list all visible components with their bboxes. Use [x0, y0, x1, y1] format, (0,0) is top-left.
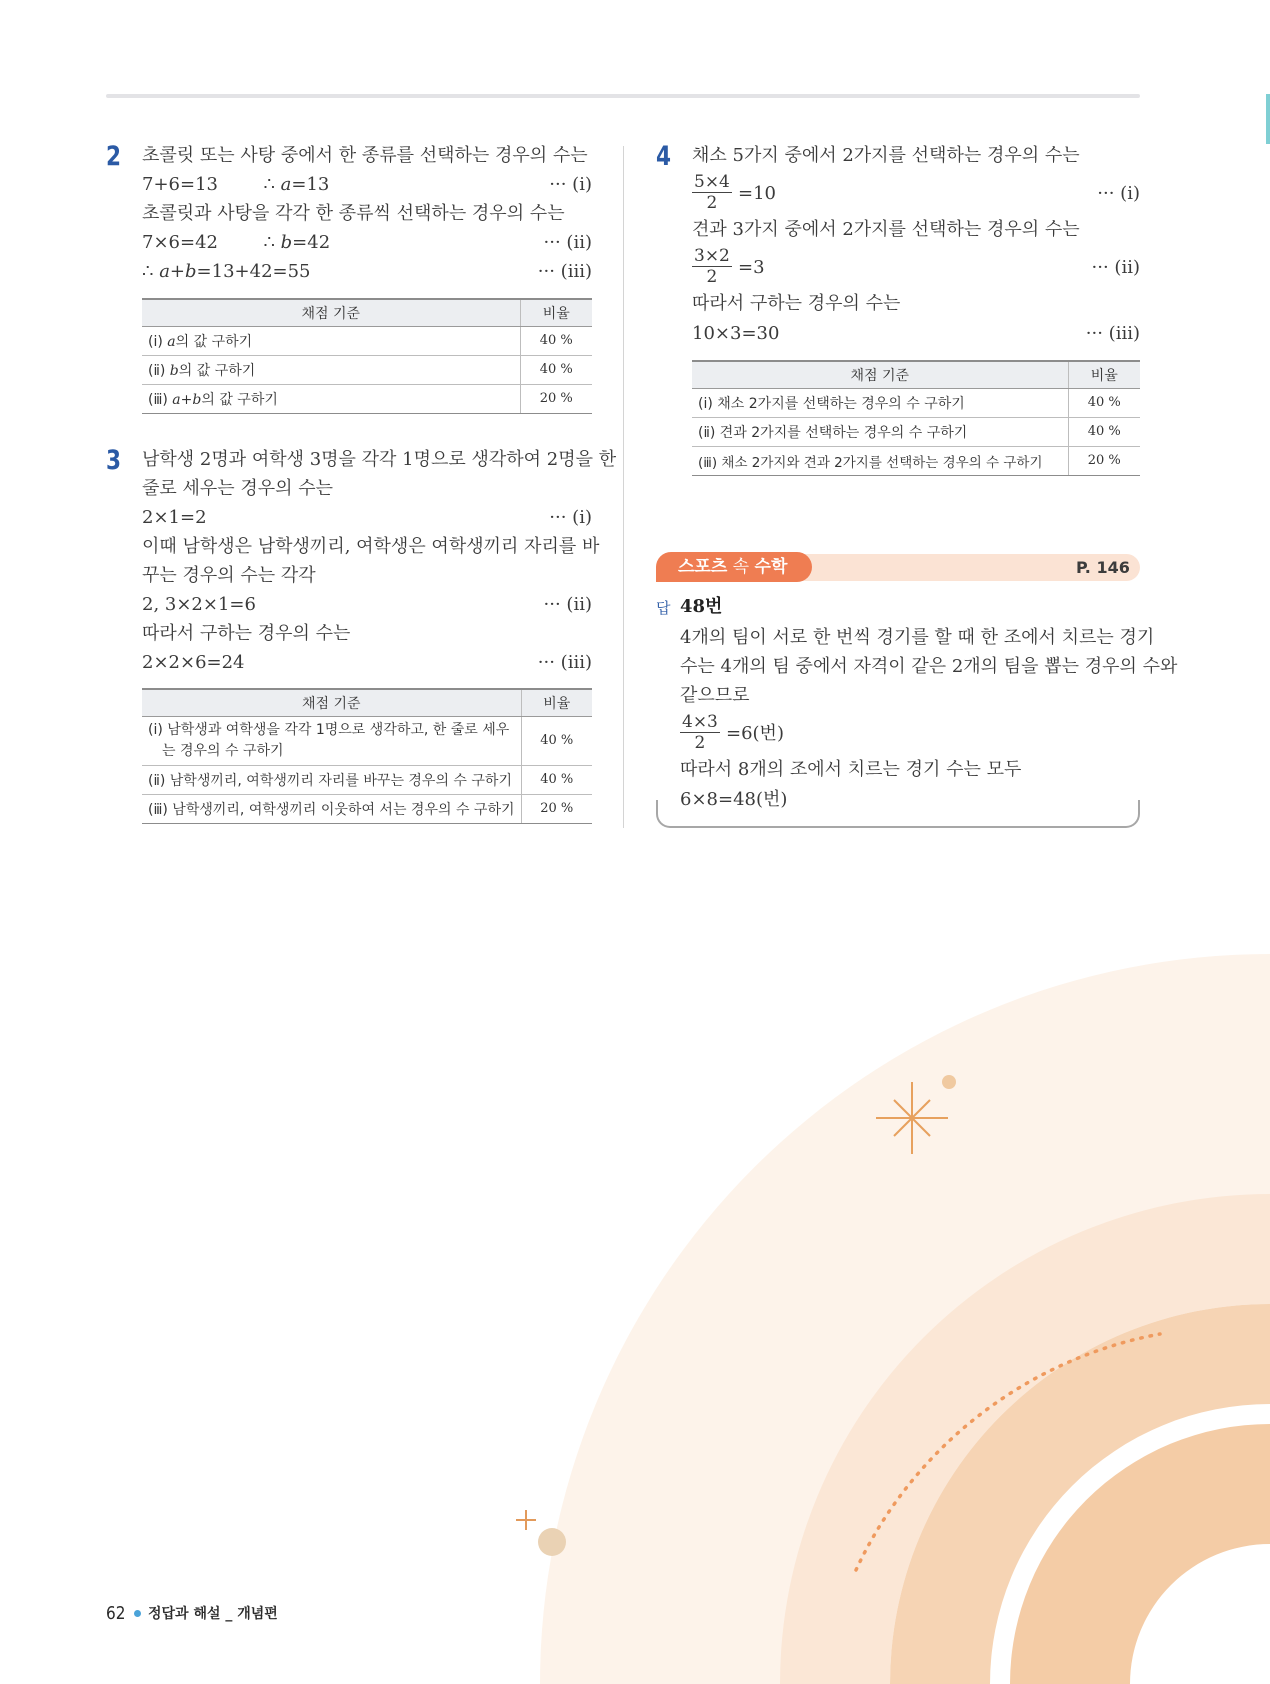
plus-icon — [516, 1510, 536, 1530]
step-marker: ··· (ⅲ) — [537, 652, 592, 673]
table-cell-ratio: 40 % — [521, 765, 592, 794]
equation-value: =42 — [292, 232, 331, 253]
equation-text: 7×6=42 — [142, 232, 218, 253]
fraction-numerator: 3×2 — [694, 246, 730, 266]
scoring-table — [142, 298, 592, 414]
table-cell-criteria: (ⅲ) 남학생끼리, 여학생끼리 이웃하여 서는 경우의 수 구하기 — [142, 794, 521, 823]
problem-text: 남학생 2명과 여학생 3명을 각각 1명으로 생각하여 2명을 한 — [142, 449, 617, 470]
variable: b — [280, 232, 293, 253]
variable: a — [159, 261, 170, 282]
table-cell-ratio: 40 % — [1068, 417, 1140, 446]
equation: 2×2×6=24 — [142, 652, 245, 673]
problem-number: 4 — [656, 141, 672, 172]
edge-tab — [1266, 94, 1270, 144]
table-cell-ratio: 40 % — [520, 326, 592, 355]
problem-text: 따라서 구하는 경우의 수는 — [142, 623, 351, 644]
equation-value: =3 — [738, 257, 765, 278]
table-cell-ratio: 20 % — [1068, 446, 1140, 475]
step-marker: ··· (ⅰ) — [1097, 183, 1140, 204]
table-header-criteria: 채점 기준 — [142, 299, 520, 326]
problem-text: 견과 3가지 중에서 2가지를 선택하는 경우의 수는 — [692, 219, 1080, 240]
problem-text: 초콜릿과 사탕을 각각 한 종류씩 선택하는 경우의 수는 — [142, 203, 565, 224]
criteria-text: 의 값 구하기 — [201, 391, 278, 408]
sports-box-frame — [656, 800, 1140, 828]
table-header-criteria: 채점 기준 — [142, 689, 521, 716]
fraction-denominator: 2 — [706, 193, 718, 213]
table-row — [142, 794, 592, 823]
fraction — [692, 172, 732, 213]
plus-sign: + — [169, 261, 186, 282]
criteria-prefix: (ⅲ) — [148, 391, 173, 408]
table-cell-criteria — [142, 326, 520, 355]
fraction-numerator: 5×4 — [694, 172, 730, 192]
table-cell-criteria: (ⅱ) 견과 2가지를 선택하는 경우의 수 구하기 — [692, 417, 1068, 446]
bullet-icon — [134, 1610, 141, 1617]
table-cell-ratio: 40 % — [1068, 388, 1140, 417]
problem-text: 초콜릿 또는 사탕 중에서 한 종류를 선택하는 경우의 수는 — [142, 145, 588, 166]
deco-arc-outer — [540, 954, 1270, 1684]
fraction-denominator: 2 — [706, 267, 718, 287]
solution-text: 수는 4개의 팀 중에서 자격이 같은 2개의 팀을 뽑는 경우의 수와 — [680, 656, 1178, 677]
step-marker: ··· (ⅲ) — [1085, 323, 1140, 344]
solution-text: 같으므로 — [680, 685, 750, 706]
equation — [142, 260, 311, 284]
variable: b — [185, 261, 197, 282]
fraction — [680, 712, 720, 753]
deco-arc-band — [890, 1304, 1270, 1684]
table-row — [692, 446, 1140, 475]
table-cell-criteria: (ⅱ) 남학생끼리, 여학생끼리 자리를 바꾸는 경우의 수 구하기 — [142, 765, 521, 794]
title-part: 스포츠 — [678, 557, 728, 577]
table-row — [142, 765, 592, 794]
title-part: 속 — [727, 557, 755, 577]
problem-number: 3 — [106, 445, 122, 476]
table-cell-ratio: 20 % — [520, 384, 592, 413]
table-cell-criteria — [142, 384, 520, 413]
title-part: 수학 — [754, 557, 788, 577]
column-divider — [623, 146, 624, 828]
equation: 2×1=2 — [142, 507, 207, 528]
header-rule — [106, 94, 1140, 98]
step-marker: ··· (ⅰ) — [549, 507, 592, 528]
table-row — [692, 417, 1140, 446]
table-cell-ratio: 20 % — [521, 794, 592, 823]
sparkle-icon — [876, 1082, 948, 1154]
scoring-table — [142, 688, 592, 824]
problem-text: 줄로 세우는 경우의 수는 — [142, 478, 334, 499]
equation-value: =13 — [291, 174, 330, 195]
problem-text: 꾸는 경우의 수는 각각 — [142, 565, 316, 586]
table-header-ratio: 비율 — [1068, 361, 1140, 388]
solution-text: 따라서 8개의 조에서 치르는 경기 수는 모두 — [680, 759, 1022, 780]
table-row — [142, 355, 592, 384]
table-row — [692, 388, 1140, 417]
answer-label: 답 — [656, 599, 671, 617]
table-header-ratio: 비율 — [520, 299, 592, 326]
page-reference: P. 146 — [1076, 558, 1130, 577]
equation — [142, 231, 330, 255]
table-cell-criteria: (ⅰ) 채소 2가지를 선택하는 경우의 수 구하기 — [692, 388, 1068, 417]
equation-value: =6(번) — [726, 723, 784, 744]
table-cell-ratio: 40 % — [521, 716, 592, 765]
page-number: 62 — [106, 1603, 126, 1624]
step-marker: ··· (ⅲ) — [537, 261, 592, 282]
table-cell-criteria: (ⅰ) 남학생과 여학생을 각각 1명으로 생각하고, 한 줄로 세우는 경우의 수 구하기 — [142, 716, 521, 765]
problem-4 — [656, 142, 1140, 352]
step-marker: ··· (ⅱ) — [543, 232, 592, 253]
table-header-criteria: 채점 기준 — [692, 361, 1068, 388]
variable: a+b — [172, 391, 202, 408]
problem-text: 채소 5가지 중에서 2가지를 선택하는 경우의 수는 — [692, 145, 1080, 166]
book-title: 정답과 해설 _ 개념편 — [148, 1606, 278, 1622]
therefore-symbol: ∴ — [263, 232, 275, 253]
equation: 2, 3×2×1=6 — [142, 594, 256, 615]
scoring-table — [692, 360, 1140, 476]
table-header-ratio: 비율 — [521, 689, 592, 716]
deco-dotted-arc — [856, 1334, 1160, 1570]
table-cell-criteria — [142, 355, 520, 384]
deco-dot — [538, 1528, 566, 1556]
fraction — [692, 246, 732, 287]
equation-text: 7+6=13 — [142, 174, 218, 195]
fraction-numerator: 4×3 — [682, 712, 718, 732]
step-marker: ··· (ⅱ) — [543, 594, 592, 615]
therefore-symbol: ∴ — [263, 174, 275, 195]
variable: b — [169, 362, 179, 379]
problem-text: 이때 남학생은 남학생끼리, 여학생은 여학생끼리 자리를 바 — [142, 536, 600, 557]
criteria-text: 의 값 구하기 — [175, 333, 253, 350]
fraction-denominator: 2 — [694, 733, 706, 753]
problem-text: 따라서 구하는 경우의 수는 — [692, 293, 901, 314]
variable: a — [167, 333, 176, 350]
criteria-prefix: (ⅰ) — [148, 333, 168, 350]
variable: a — [280, 174, 292, 195]
criteria-text: 의 값 구하기 — [178, 362, 256, 379]
criteria-prefix: (ⅱ) — [148, 362, 170, 379]
deco-dot — [942, 1075, 956, 1089]
therefore-symbol: ∴ — [142, 261, 154, 282]
equation-value: =10 — [738, 183, 776, 204]
equation — [142, 173, 329, 197]
problem-3 — [106, 445, 617, 686]
deco-arc-middle — [780, 1194, 1270, 1684]
table-row — [142, 326, 592, 355]
table-row — [142, 384, 592, 413]
equation: 6×8=48(번) — [680, 789, 788, 810]
step-marker: ··· (ⅰ) — [549, 174, 592, 195]
table-cell-criteria: (ⅲ) 채소 2가지와 견과 2가지를 선택하는 경우의 수 구하기 — [692, 446, 1068, 475]
step-marker: ··· (ⅱ) — [1091, 257, 1140, 278]
equation: 10×3=30 — [692, 323, 780, 344]
sports-section-title — [656, 552, 812, 582]
equation-value: =13+42=55 — [196, 261, 311, 282]
table-row — [142, 716, 592, 765]
deco-arc-inner — [1010, 1424, 1270, 1684]
table-cell-ratio: 40 % — [520, 355, 592, 384]
solution-text: 4개의 팀이 서로 한 번씩 경기를 할 때 한 조에서 치르는 경기 — [680, 627, 1155, 648]
problem-number: 2 — [106, 141, 122, 172]
answer-value: 48번 — [680, 596, 723, 617]
